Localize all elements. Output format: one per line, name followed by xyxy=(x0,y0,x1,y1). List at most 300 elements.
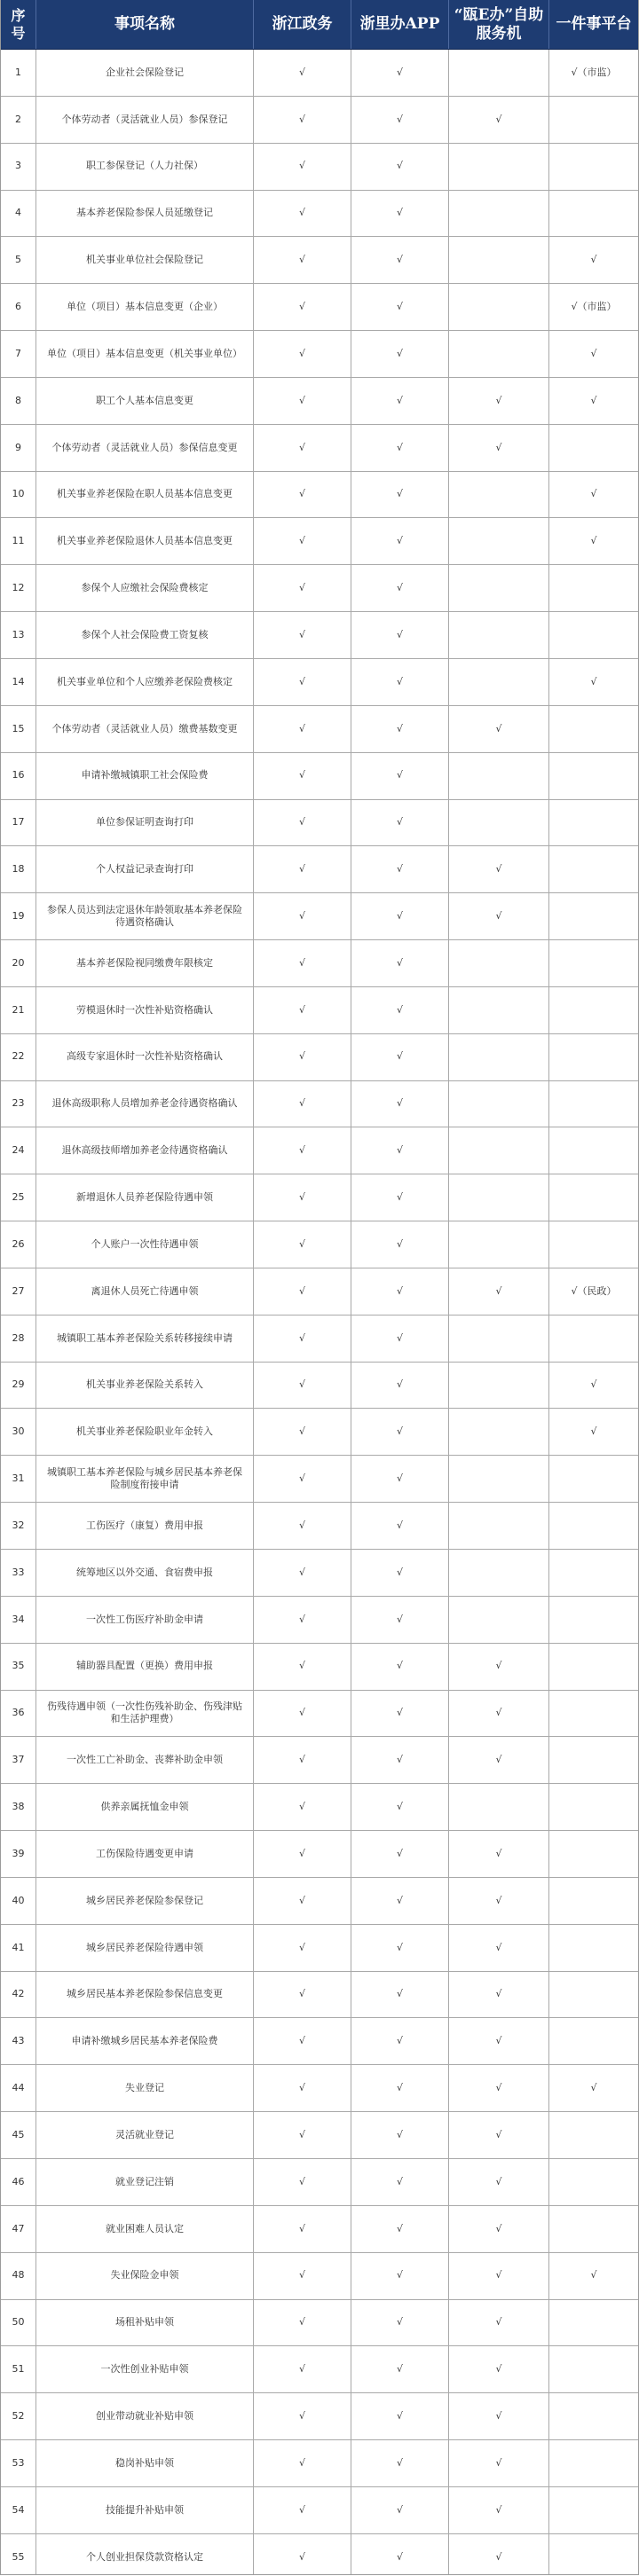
row-kiosk-check xyxy=(449,1315,549,1362)
row-item-name: 辅助器具配置（更换）费用申报 xyxy=(36,1644,254,1690)
row-zheliban-app-check: √ xyxy=(351,2018,449,2064)
row-item-name: 城乡居民养老保险参保登记 xyxy=(36,1878,254,1924)
row-zhejiang-gov-check: √ xyxy=(254,1878,351,1924)
row-kiosk-check xyxy=(449,518,549,564)
row-kiosk-check: √ xyxy=(449,2440,549,2486)
row-zheliban-app-check: √ xyxy=(351,2440,449,2486)
row-item-name: 机关事业单位社会保险登记 xyxy=(36,237,254,283)
row-zhejiang-gov-check: √ xyxy=(254,331,351,377)
row-one-thing-platform-check: √ xyxy=(590,254,597,266)
row-zhejiang-gov-check: √ xyxy=(254,472,351,518)
row-zhejiang-gov-check: √ xyxy=(254,1081,351,1127)
row-one-thing-platform-check xyxy=(549,846,638,892)
table-row xyxy=(1,331,638,378)
row-item-name: 单位（项目）基本信息变更（机关事业单位） xyxy=(36,331,254,377)
row-serial-number: 7 xyxy=(1,331,36,377)
table-row xyxy=(1,1550,638,1597)
table-row xyxy=(1,1268,638,1315)
row-one-thing-platform-check: √ xyxy=(590,347,597,359)
row-serial-number: 47 xyxy=(1,2206,36,2252)
row-zhejiang-gov-check: √ xyxy=(254,1925,351,1971)
row-one-thing-platform-check xyxy=(549,940,638,986)
row-serial-number: 8 xyxy=(1,378,36,424)
row-one-thing-platform-check xyxy=(549,2206,638,2252)
row-zheliban-app-check: √ xyxy=(351,50,449,96)
row-kiosk-check xyxy=(449,987,549,1033)
row-serial-number: 33 xyxy=(1,1550,36,1596)
row-serial-number: 29 xyxy=(1,1363,36,1409)
row-serial-number: 6 xyxy=(1,284,36,330)
row-item-name: 就业登记注销 xyxy=(36,2159,254,2205)
row-kiosk-check: √ xyxy=(449,378,549,424)
row-zhejiang-gov-check: √ xyxy=(254,1268,351,1315)
table-row xyxy=(1,1831,638,1878)
row-kiosk-check xyxy=(449,659,549,705)
row-zheliban-app-check: √ xyxy=(351,846,449,892)
row-kiosk-check: √ xyxy=(449,2346,549,2392)
row-zheliban-app-check: √ xyxy=(351,1737,449,1783)
row-zhejiang-gov-check: √ xyxy=(254,1363,351,1409)
row-zheliban-app-check: √ xyxy=(351,191,449,237)
row-one-thing-platform-check xyxy=(549,1550,638,1596)
row-zheliban-app-check: √ xyxy=(351,659,449,705)
row-serial-number: 31 xyxy=(1,1456,36,1502)
row-item-name: 参保个人社会保险费工资复核 xyxy=(36,612,254,658)
row-serial-number: 10 xyxy=(1,472,36,518)
table-row xyxy=(1,1691,638,1738)
row-kiosk-check: √ xyxy=(449,2018,549,2064)
table-row xyxy=(1,191,638,238)
row-zheliban-app-check: √ xyxy=(351,144,449,190)
row-one-thing-platform-check: √ xyxy=(590,1425,597,1438)
row-zhejiang-gov-check: √ xyxy=(254,1737,351,1783)
row-kiosk-check: √ xyxy=(449,1972,549,2018)
table-row xyxy=(1,565,638,612)
row-one-thing-platform-check xyxy=(549,1127,638,1174)
row-item-name: 参保个人应缴社会保险费核定 xyxy=(36,565,254,611)
table-row xyxy=(1,378,638,425)
row-zhejiang-gov-check: √ xyxy=(254,425,351,471)
row-kiosk-check xyxy=(449,1784,549,1830)
row-one-thing-platform-check: √（民政） xyxy=(571,1284,617,1297)
row-kiosk-check: √ xyxy=(449,1925,549,1971)
table-row xyxy=(1,1127,638,1174)
header-serial-number: 序号 xyxy=(1,0,36,49)
table-row xyxy=(1,753,638,800)
row-serial-number: 18 xyxy=(1,846,36,892)
row-item-name: 城镇职工基本养老保险关系转移接续申请 xyxy=(36,1315,254,1362)
row-zheliban-app-check: √ xyxy=(351,1456,449,1502)
row-zhejiang-gov-check: √ xyxy=(254,1644,351,1690)
row-zheliban-app-check: √ xyxy=(351,425,449,471)
row-zhejiang-gov-check: √ xyxy=(254,1597,351,1643)
row-kiosk-check xyxy=(449,940,549,986)
table-row xyxy=(1,1597,638,1644)
header-zheliban-app: 浙里办APP xyxy=(351,0,449,49)
row-zheliban-app-check: √ xyxy=(351,2300,449,2346)
row-zhejiang-gov-check: √ xyxy=(254,2534,351,2575)
row-serial-number: 27 xyxy=(1,1268,36,1315)
row-kiosk-check xyxy=(449,144,549,190)
row-one-thing-platform-check xyxy=(549,1221,638,1268)
row-zhejiang-gov-check: √ xyxy=(254,1174,351,1221)
table-row xyxy=(1,1503,638,1550)
row-zhejiang-gov-check: √ xyxy=(254,565,351,611)
table-row xyxy=(1,846,638,893)
row-zheliban-app-check: √ xyxy=(351,893,449,939)
row-item-name: 新增退休人员养老保险待遇申领 xyxy=(36,1174,254,1221)
row-item-name: 职工参保登记（人力社保） xyxy=(36,144,254,190)
row-one-thing-platform-check: √ xyxy=(590,535,597,547)
row-one-thing-platform-check xyxy=(549,1456,638,1502)
row-zheliban-app-check: √ xyxy=(351,1691,449,1737)
row-zhejiang-gov-check: √ xyxy=(254,1034,351,1080)
row-zheliban-app-check: √ xyxy=(351,1268,449,1315)
row-serial-number: 35 xyxy=(1,1644,36,1690)
row-kiosk-check: √ xyxy=(449,2534,549,2575)
row-one-thing-platform-check xyxy=(549,1644,638,1690)
row-serial-number: 50 xyxy=(1,2300,36,2346)
row-serial-number: 55 xyxy=(1,2534,36,2575)
row-zhejiang-gov-check: √ xyxy=(254,2018,351,2064)
row-zheliban-app-check: √ xyxy=(351,1127,449,1174)
row-zhejiang-gov-check: √ xyxy=(254,1127,351,1174)
row-zhejiang-gov-check: √ xyxy=(254,1691,351,1737)
row-zhejiang-gov-check: √ xyxy=(254,706,351,752)
row-item-name: 灵活就业登记 xyxy=(36,2112,254,2158)
row-zhejiang-gov-check: √ xyxy=(254,1831,351,1877)
row-kiosk-check: √ xyxy=(449,425,549,471)
row-kiosk-check: √ xyxy=(449,1737,549,1783)
row-zheliban-app-check: √ xyxy=(351,1972,449,2018)
row-serial-number: 21 xyxy=(1,987,36,1033)
row-kiosk-check xyxy=(449,612,549,658)
row-serial-number: 22 xyxy=(1,1034,36,1080)
row-serial-number: 37 xyxy=(1,1737,36,1783)
row-zheliban-app-check: √ xyxy=(351,1550,449,1596)
row-zheliban-app-check: √ xyxy=(351,1409,449,1455)
row-item-name: 劳模退休时一次性补贴资格确认 xyxy=(36,987,254,1033)
row-serial-number: 19 xyxy=(1,893,36,939)
row-serial-number: 11 xyxy=(1,518,36,564)
row-zhejiang-gov-check: √ xyxy=(254,612,351,658)
row-zheliban-app-check: √ xyxy=(351,1503,449,1549)
table-row xyxy=(1,2065,638,2112)
row-kiosk-check xyxy=(449,1550,549,1596)
table-row xyxy=(1,659,638,706)
row-one-thing-platform-check xyxy=(549,612,638,658)
row-serial-number: 32 xyxy=(1,1503,36,1549)
row-zheliban-app-check: √ xyxy=(351,2346,449,2392)
table-row xyxy=(1,1409,638,1456)
row-zheliban-app-check: √ xyxy=(351,1315,449,1362)
row-zheliban-app-check: √ xyxy=(351,1034,449,1080)
table-row xyxy=(1,144,638,191)
row-zheliban-app-check: √ xyxy=(351,1831,449,1877)
row-serial-number: 3 xyxy=(1,144,36,190)
row-one-thing-platform-check xyxy=(549,2440,638,2486)
row-one-thing-platform-check xyxy=(549,1503,638,1549)
row-zhejiang-gov-check: √ xyxy=(254,2300,351,2346)
row-serial-number: 51 xyxy=(1,2346,36,2392)
table-row xyxy=(1,284,638,331)
row-kiosk-check xyxy=(449,1503,549,1549)
row-item-name: 退休高级职称人员增加养老金待遇资格确认 xyxy=(36,1081,254,1127)
row-zhejiang-gov-check: √ xyxy=(254,800,351,846)
row-one-thing-platform-check: √ xyxy=(590,675,597,687)
row-zheliban-app-check: √ xyxy=(351,1644,449,1690)
row-zheliban-app-check: √ xyxy=(351,472,449,518)
row-zheliban-app-check: √ xyxy=(351,1784,449,1830)
row-zhejiang-gov-check: √ xyxy=(254,2206,351,2252)
row-zhejiang-gov-check: √ xyxy=(254,2440,351,2486)
row-one-thing-platform-check xyxy=(549,2159,638,2205)
row-serial-number: 48 xyxy=(1,2253,36,2299)
row-item-name: 个人创业担保贷款资格认定 xyxy=(36,2534,254,2575)
row-item-name: 职工个人基本信息变更 xyxy=(36,378,254,424)
row-kiosk-check: √ xyxy=(449,893,549,939)
row-serial-number: 17 xyxy=(1,800,36,846)
row-serial-number: 45 xyxy=(1,2112,36,2158)
table-row xyxy=(1,97,638,144)
row-zheliban-app-check: √ xyxy=(351,800,449,846)
row-serial-number: 12 xyxy=(1,565,36,611)
row-item-name: 工伤保险待遇变更申请 xyxy=(36,1831,254,1877)
row-kiosk-check: √ xyxy=(449,1268,549,1315)
row-item-name: 个体劳动者（灵活就业人员）参保信息变更 xyxy=(36,425,254,471)
row-one-thing-platform-check: √（市监） xyxy=(571,66,617,78)
row-one-thing-platform-check xyxy=(549,1597,638,1643)
row-item-name: 高级专家退休时一次性补贴资格确认 xyxy=(36,1034,254,1080)
row-serial-number: 41 xyxy=(1,1925,36,1971)
row-item-name: 退休高级技师增加养老金待遇资格确认 xyxy=(36,1127,254,1174)
row-serial-number: 36 xyxy=(1,1691,36,1737)
row-zhejiang-gov-check: √ xyxy=(254,2112,351,2158)
table-row xyxy=(1,612,638,659)
table-row xyxy=(1,518,638,565)
row-serial-number: 42 xyxy=(1,1972,36,2018)
row-one-thing-platform-check xyxy=(549,1034,638,1080)
row-kiosk-check xyxy=(449,191,549,237)
table-row xyxy=(1,2393,638,2440)
row-one-thing-platform-check xyxy=(549,425,638,471)
row-item-name: 机关事业养老保险职业年金转入 xyxy=(36,1409,254,1455)
row-serial-number: 20 xyxy=(1,940,36,986)
table-row xyxy=(1,1174,638,1221)
row-zhejiang-gov-check: √ xyxy=(254,1503,351,1549)
row-one-thing-platform-check xyxy=(549,2112,638,2158)
row-one-thing-platform-check xyxy=(549,1925,638,1971)
row-serial-number: 2 xyxy=(1,97,36,143)
row-zheliban-app-check: √ xyxy=(351,753,449,799)
row-zhejiang-gov-check: √ xyxy=(254,2346,351,2392)
row-serial-number: 24 xyxy=(1,1127,36,1174)
row-zhejiang-gov-check: √ xyxy=(254,940,351,986)
row-serial-number: 39 xyxy=(1,1831,36,1877)
row-one-thing-platform-check xyxy=(549,565,638,611)
row-zheliban-app-check: √ xyxy=(351,331,449,377)
header-zhejiang-gov: 浙江政务 xyxy=(254,0,351,49)
row-kiosk-check xyxy=(449,284,549,330)
row-zheliban-app-check: √ xyxy=(351,987,449,1033)
row-item-name: 个人权益记录查询打印 xyxy=(36,846,254,892)
row-zhejiang-gov-check: √ xyxy=(254,144,351,190)
table-row xyxy=(1,800,638,847)
row-one-thing-platform-check xyxy=(549,1081,638,1127)
row-one-thing-platform-check xyxy=(549,893,638,939)
row-item-name: 场租补贴申领 xyxy=(36,2300,254,2346)
row-kiosk-check: √ xyxy=(449,846,549,892)
row-one-thing-platform-check xyxy=(549,191,638,237)
row-kiosk-check: √ xyxy=(449,2393,549,2439)
row-one-thing-platform-check xyxy=(549,2018,638,2064)
row-item-name: 单位（项目）基本信息变更（企业） xyxy=(36,284,254,330)
row-zhejiang-gov-check: √ xyxy=(254,1550,351,1596)
row-zhejiang-gov-check: √ xyxy=(254,2159,351,2205)
row-kiosk-check: √ xyxy=(449,1644,549,1690)
row-one-thing-platform-check xyxy=(549,1315,638,1362)
row-zheliban-app-check: √ xyxy=(351,2065,449,2111)
row-serial-number: 34 xyxy=(1,1597,36,1643)
row-zhejiang-gov-check: √ xyxy=(254,893,351,939)
row-item-name: 机关事业养老保险关系转入 xyxy=(36,1363,254,1409)
table-row xyxy=(1,237,638,284)
table-row xyxy=(1,2159,638,2206)
row-zhejiang-gov-check: √ xyxy=(254,1409,351,1455)
row-zhejiang-gov-check: √ xyxy=(254,2393,351,2439)
row-serial-number: 53 xyxy=(1,2440,36,2486)
row-kiosk-check xyxy=(449,1127,549,1174)
row-zhejiang-gov-check: √ xyxy=(254,1221,351,1268)
row-one-thing-platform-check: √ xyxy=(590,394,597,406)
table-row xyxy=(1,1456,638,1503)
row-kiosk-check xyxy=(449,1034,549,1080)
row-zheliban-app-check: √ xyxy=(351,284,449,330)
row-item-name: 单位参保证明查询打印 xyxy=(36,800,254,846)
row-kiosk-check: √ xyxy=(449,1831,549,1877)
row-kiosk-check xyxy=(449,800,549,846)
row-zheliban-app-check: √ xyxy=(351,1174,449,1221)
row-kiosk-check xyxy=(449,1597,549,1643)
row-item-name: 供养亲属抚恤金申领 xyxy=(36,1784,254,1830)
row-one-thing-platform-check: √（市监） xyxy=(571,300,617,312)
row-serial-number: 26 xyxy=(1,1221,36,1268)
row-zhejiang-gov-check: √ xyxy=(254,50,351,96)
row-item-name: 一次性工亡补助金、丧葬补助金申领 xyxy=(36,1737,254,1783)
row-zhejiang-gov-check: √ xyxy=(254,191,351,237)
row-item-name: 城镇职工基本养老保险与城乡居民基本养老保险制度衔接申请 xyxy=(36,1456,254,1502)
table-row xyxy=(1,2487,638,2534)
row-kiosk-check: √ xyxy=(449,1878,549,1924)
row-one-thing-platform-check xyxy=(549,800,638,846)
row-item-name: 机关事业养老保险退休人员基本信息变更 xyxy=(36,518,254,564)
row-kiosk-check xyxy=(449,1363,549,1409)
table-row xyxy=(1,1925,638,1972)
row-kiosk-check xyxy=(449,753,549,799)
row-kiosk-check: √ xyxy=(449,2253,549,2299)
row-zhejiang-gov-check: √ xyxy=(254,1456,351,1502)
row-one-thing-platform-check xyxy=(549,706,638,752)
row-zhejiang-gov-check: √ xyxy=(254,237,351,283)
row-kiosk-check xyxy=(449,1409,549,1455)
row-one-thing-platform-check: √ xyxy=(590,2269,597,2281)
row-zhejiang-gov-check: √ xyxy=(254,1315,351,1362)
row-zheliban-app-check: √ xyxy=(351,2159,449,2205)
table-row xyxy=(1,2534,638,2575)
table-row xyxy=(1,472,638,519)
row-zheliban-app-check: √ xyxy=(351,706,449,752)
row-zheliban-app-check: √ xyxy=(351,2253,449,2299)
row-zhejiang-gov-check: √ xyxy=(254,97,351,143)
row-kiosk-check xyxy=(449,472,549,518)
row-serial-number: 1 xyxy=(1,50,36,96)
row-serial-number: 5 xyxy=(1,237,36,283)
row-kiosk-check xyxy=(449,565,549,611)
row-item-name: 参保人员达到法定退休年龄领取基本养老保险待遇资格确认 xyxy=(36,893,254,939)
table-row xyxy=(1,1315,638,1363)
row-serial-number: 25 xyxy=(1,1174,36,1221)
row-kiosk-check: √ xyxy=(449,97,549,143)
row-serial-number: 40 xyxy=(1,1878,36,1924)
row-one-thing-platform-check xyxy=(549,1691,638,1737)
row-zheliban-app-check: √ xyxy=(351,1878,449,1924)
row-item-name: 基本养老保险参保人员延缴登记 xyxy=(36,191,254,237)
row-zheliban-app-check: √ xyxy=(351,1221,449,1268)
row-item-name: 申请补缴城镇职工社会保险费 xyxy=(36,753,254,799)
table-row xyxy=(1,706,638,753)
row-zhejiang-gov-check: √ xyxy=(254,1784,351,1830)
row-zheliban-app-check: √ xyxy=(351,1597,449,1643)
row-item-name: 失业保险金申领 xyxy=(36,2253,254,2299)
row-serial-number: 15 xyxy=(1,706,36,752)
row-one-thing-platform-check xyxy=(549,2487,638,2533)
row-kiosk-check xyxy=(449,331,549,377)
row-serial-number: 44 xyxy=(1,2065,36,2111)
row-item-name: 就业困难人员认定 xyxy=(36,2206,254,2252)
row-item-name: 失业登记 xyxy=(36,2065,254,2111)
row-serial-number: 54 xyxy=(1,2487,36,2533)
row-zhejiang-gov-check: √ xyxy=(254,1972,351,2018)
row-item-name: 城乡居民基本养老保险参保信息变更 xyxy=(36,1972,254,2018)
row-item-name: 工伤医疗（康复）费用申报 xyxy=(36,1503,254,1549)
row-one-thing-platform-check xyxy=(549,1972,638,2018)
row-one-thing-platform-check xyxy=(549,1784,638,1830)
row-zhejiang-gov-check: √ xyxy=(254,987,351,1033)
table-row xyxy=(1,1081,638,1128)
table-row xyxy=(1,425,638,472)
table-row xyxy=(1,987,638,1034)
row-item-name: 伤残待遇申领（一次性伤残补助金、伤残津贴和生活护理费） xyxy=(36,1691,254,1737)
row-kiosk-check: √ xyxy=(449,2159,549,2205)
row-zhejiang-gov-check: √ xyxy=(254,2253,351,2299)
row-zheliban-app-check: √ xyxy=(351,518,449,564)
row-one-thing-platform-check xyxy=(549,987,638,1033)
table-row xyxy=(1,940,638,987)
row-one-thing-platform-check xyxy=(549,1174,638,1221)
row-serial-number: 23 xyxy=(1,1081,36,1127)
row-serial-number: 14 xyxy=(1,659,36,705)
header-one-thing-platform: 一件事平台 xyxy=(556,15,632,34)
row-kiosk-check: √ xyxy=(449,2487,549,2533)
header-self-service-kiosk: “瓯E办”自助服务机 xyxy=(449,0,549,49)
row-one-thing-platform-check xyxy=(549,1878,638,1924)
row-zheliban-app-check: √ xyxy=(351,2112,449,2158)
row-item-name: 城乡居民养老保险待遇申领 xyxy=(36,1925,254,1971)
table-row xyxy=(1,2440,638,2487)
row-item-name: 技能提升补贴申领 xyxy=(36,2487,254,2533)
row-one-thing-platform-check xyxy=(549,1831,638,1877)
row-item-name: 一次性创业补贴申领 xyxy=(36,2346,254,2392)
